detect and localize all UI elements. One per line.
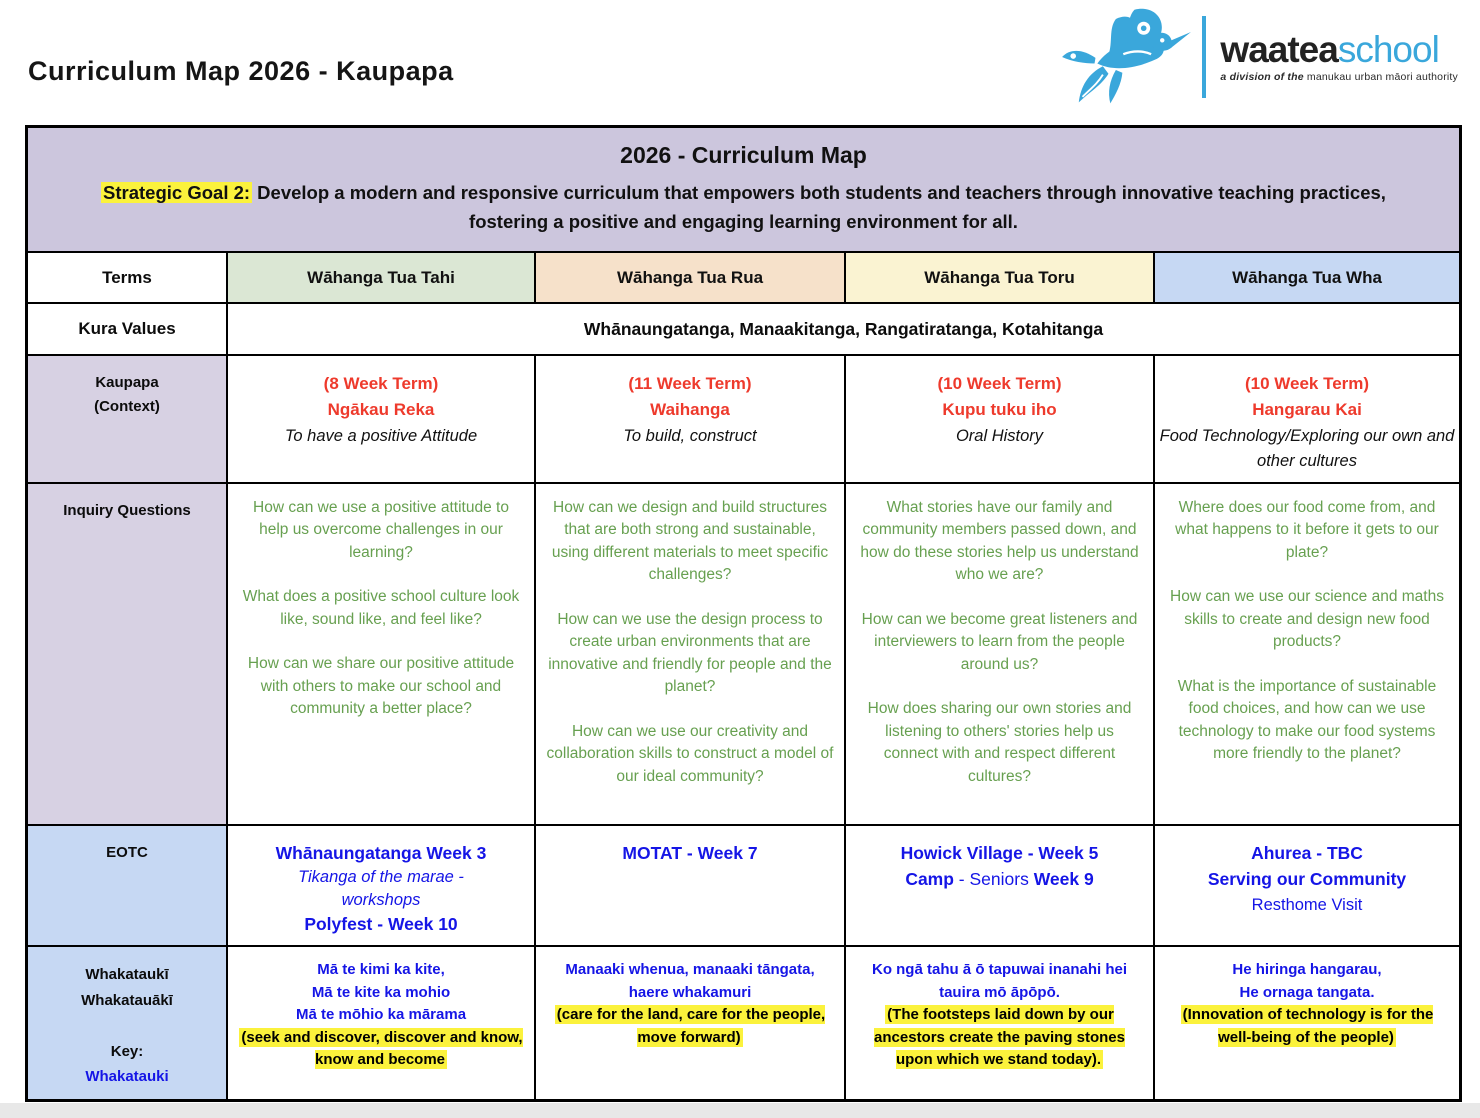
term-length: (10 Week Term) — [1244, 374, 1370, 393]
inquiry-question: How can we become great listeners and interviewers to learn from the people around us? — [861, 610, 1138, 673]
page-title: Curriculum Map 2026 - Kaupapa — [28, 56, 454, 86]
kaupapa-subtitle: Oral History — [955, 426, 1044, 445]
logo-wordmark — [1220, 31, 1458, 68]
inquiry-question: How can we use our creativity and collaboration skills to construct a model of our ideal community? — [546, 722, 834, 785]
inquiry-question: How can we use a positive attitude to help us overcome challenges in our learning? — [253, 499, 509, 561]
key-label: Key: — [110, 1043, 144, 1060]
eotc-term1: Whānaungatanga Week 3 Tikanga of the marae - workshops Polyfest - Week 10 — [228, 826, 536, 947]
kaupapa-title: Waihanga — [650, 400, 730, 420]
whakatauki-term2: Manaaki whenua, manaaki tāngata, haere whakamuri (care for the land, care for the people, move forward) — [536, 947, 846, 1099]
kaupapa-title: Ngākau Reka — [327, 400, 435, 420]
whakatauki-translation: (Innovation of technology is for the well-being of the people) — [1182, 1006, 1434, 1046]
logo-text-block — [1220, 31, 1458, 83]
kaupapa-term2 — [536, 356, 846, 484]
kaupapa-subtitle: To build, construct — [623, 426, 757, 445]
kaupapa-term1 — [228, 356, 536, 484]
inquiry-question: How can we design and build structures that are both strong and sustainable, using different materials to meet specific challenges? — [551, 499, 829, 584]
term-length: (11 Week Term) — [628, 374, 752, 393]
key-value: Whakatauki — [85, 1067, 169, 1085]
inquiry-question: How can we use our science and maths skills to create and design new food products? — [1170, 588, 1444, 651]
inquiry-term1 — [228, 484, 536, 826]
eotc-term4: Ahurea - TBC Serving our Community Resthome Visit — [1155, 826, 1459, 947]
row-label-kura-values: Kura Values — [28, 304, 228, 356]
inquiry-question: How can we share our positive attitude with others to make our school and community a better place? — [247, 655, 515, 718]
kura-values-text: Whānaungatanga, Manaakitanga, Rangatiratanga, Kotahitanga — [228, 304, 1459, 356]
term-length: (8 Week Term) — [323, 374, 439, 393]
whakatauki-translation: (The footsteps laid down by our ancestors create the paving stones upon which we stand today). — [874, 1006, 1125, 1068]
whakatauki-term1: Mā te kimi ka kite, Mā te kite ka mohio Mā te mōhio ka mārama (seek and discover, discover and know, know and become — [228, 947, 536, 1099]
inquiry-question: What stories have our family and community members passed down, and how do these stories help us understand who we are? — [860, 499, 1139, 584]
whakatauki-term3: Ko ngā tahu ā ō tapuwai inanahi hei tauira mō āpōpō. (The footsteps laid down by our ancestors create the paving stones upon which we stand today). — [846, 947, 1155, 1099]
logo-divider — [1202, 16, 1206, 98]
row-label-terms: Terms — [28, 253, 228, 304]
term-header-tahi: Wāhanga Tua Tahi — [228, 253, 536, 304]
kaupapa-title: Kupu tuku iho — [942, 400, 1057, 420]
logo-word-waatea: waatea — [1220, 29, 1338, 70]
inquiry-term3 — [846, 484, 1155, 826]
inquiry-question: What is the importance of sustainable food choices, and how can we use technology to make our food systems more friendly to the planet? — [1177, 677, 1437, 763]
row-label-eotc: EOTC — [28, 826, 228, 947]
term-header-toru: Wāhanga Tua Toru — [846, 253, 1155, 304]
whakatauki-translation: (care for the land, care for the people, move forward) — [556, 1006, 826, 1046]
bird-koru-icon — [1058, 6, 1196, 108]
logo-tagline: a division of the manukau urban māori authority — [1220, 71, 1458, 83]
kaupapa-subtitle: Food Technology/Exploring our own and other cultures — [1159, 426, 1455, 471]
logo-word-school: school — [1337, 29, 1439, 70]
strategic-goal-text: Strategic Goal 2: Develop a modern and responsive curriculum that empowers both students and teachers through innovative teaching practices, fostering a positive and engaging learning environment for all. — [103, 182, 1386, 232]
inquiry-question: How can we use the design process to create urban environments that are innovative and friendly for people and the planet? — [548, 610, 832, 696]
kaupapa-subtitle: To have a positive Attitude — [284, 426, 478, 445]
term-header-rua: Wāhanga Tua Rua — [536, 253, 846, 304]
inquiry-question: How does sharing our own stories and listening to others' stories help us connect with and respect different cultures? — [867, 700, 1132, 785]
kaupapa-title: Hangarau Kai — [1252, 400, 1362, 420]
row-label-kaupapa: Kaupapa (Context) — [28, 356, 228, 484]
inquiry-question: Where does our food come from, and what happens to it before it gets to our plate? — [1175, 499, 1439, 561]
table-banner — [28, 128, 1459, 253]
kaupapa-term3 — [846, 356, 1155, 484]
whakatauki-translation: (seek and discover, discover and know, know and become — [241, 1028, 523, 1068]
strategic-goal-label: Strategic Goal 2: — [103, 182, 251, 203]
term-length: (10 Week Term) — [937, 374, 1062, 393]
banner-title: 2026 - Curriculum Map — [620, 142, 867, 168]
waatea-school-logo — [1058, 6, 1458, 108]
term-header-wha: Wāhanga Tua Wha — [1155, 253, 1459, 304]
inquiry-question: What does a positive school culture look like, sound like, and feel like? — [242, 588, 520, 628]
eotc-term2: MOTAT - Week 7 — [536, 826, 846, 947]
whakatauki-term4: He hiringa hangarau, He ornaga tangata. (Innovation of technology is for the well-being of the people) — [1155, 947, 1459, 1099]
kaupapa-term4 — [1155, 356, 1459, 484]
eotc-term3: Howick Village - Week 5 Camp - Seniors Week 9 — [846, 826, 1155, 947]
curriculum-map-table — [25, 125, 1462, 1102]
inquiry-term2 — [536, 484, 846, 826]
inquiry-term4 — [1155, 484, 1459, 826]
row-label-whakatauki: Whakataukī Whakatauākī Key: Whakatauki — [28, 947, 228, 1099]
page-bottom-edge — [0, 1103, 1480, 1118]
eotc-camp-line: Camp - Seniors Week 9 — [905, 869, 1094, 890]
row-label-inquiry-questions: Inquiry Questions — [28, 484, 228, 826]
